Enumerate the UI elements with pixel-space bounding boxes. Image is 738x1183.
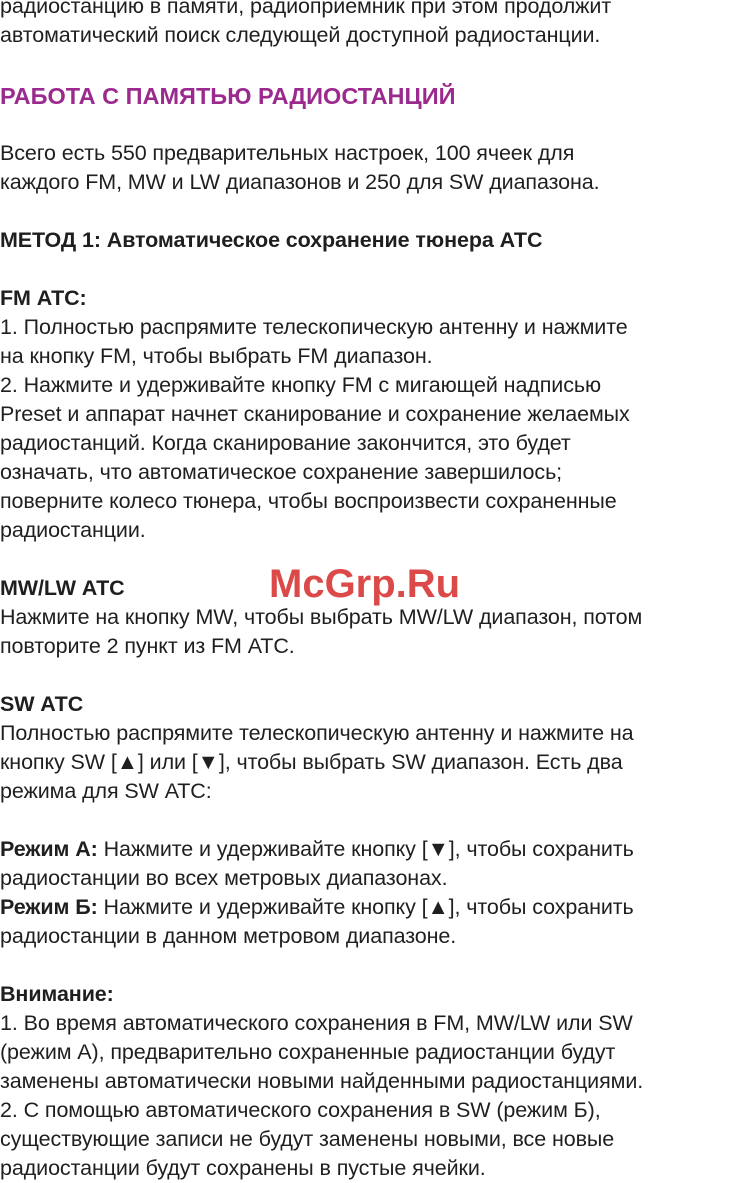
attention-line: существующие записи не будут заменены новыми, все новые: [0, 1127, 615, 1151]
fm-atc-line: на кнопку FM, чтобы выбрать FM диапазон.: [0, 344, 433, 368]
mode-b-line: [0, 893, 738, 922]
spacer: [0, 255, 738, 284]
spacer: [0, 951, 738, 980]
spacer: [0, 113, 738, 139]
attention-line: 1. Во время автоматического сохранения в FM, MW/LW или SW: [0, 1011, 633, 1035]
mwlw-atc-line: повторите 2 пункт из FM АТС.: [0, 634, 295, 658]
attention-heading: Внимание:: [0, 982, 114, 1006]
mwlw-atc-heading: MW/LW АТС: [0, 576, 125, 600]
mode-a-line: [0, 835, 738, 864]
sw-atc-line: режима для SW АТС:: [0, 779, 212, 803]
mode-a-line: радиостанции во всех метровых диапазонах.: [0, 866, 448, 890]
mode-a-label: Режим А:: [0, 837, 98, 861]
summary-line: Всего есть 550 предварительных настроек, 100 ячеек для: [0, 141, 575, 165]
watermark: McGrp.Ru: [269, 562, 461, 606]
method-heading: МЕТОД 1: Автоматическое сохранение тюнера АТС: [0, 228, 543, 252]
sw-atc-line: Полностью распрямите телескопическую антенну и нажмите на: [0, 721, 634, 745]
sw-atc-line: кнопку SW [▲] или [▼], чтобы выбрать SW диапазон. Есть два: [0, 750, 623, 774]
fm-atc-line: радиостанции.: [0, 518, 146, 542]
mode-b-line: радиостанции в данном метровом диапазоне.: [0, 924, 457, 948]
mode-a-text: Нажмите и удерживайте кнопку [▼], чтобы сохранить: [97, 837, 634, 861]
intro-line: автоматический поиск следующей доступной радиостанции.: [0, 23, 601, 47]
mode-b-label: Режим Б:: [0, 895, 98, 919]
fm-atc-line: радиостанций. Когда сканирование закончится, это будет: [0, 431, 571, 455]
spacer: [0, 806, 738, 835]
fm-atc-line: 2. Нажмите и удерживайте кнопку FM с мигающей надписью: [0, 373, 601, 397]
intro-line: радиостанцию в памяти, радиоприемник при этом продолжит: [0, 0, 612, 18]
summary-line: каждого FM, MW и LW диапазонов и 250 для SW диапазона.: [0, 170, 600, 194]
spacer: [0, 197, 738, 226]
mode-b-text: Нажмите и удерживайте кнопку [▲], чтобы сохранить: [97, 895, 634, 919]
attention-line: (режим А), предварительно сохраненные радиостанции будут: [0, 1040, 616, 1064]
spacer: [0, 661, 738, 690]
sw-atc-heading: SW АТС: [0, 692, 84, 716]
attention-line: 2. С помощью автоматического сохранения в SW (режим Б),: [0, 1098, 601, 1122]
attention-line: заменены автоматически новыми найденными радиостанциями.: [0, 1069, 644, 1093]
fm-atc-line: Preset и аппарат начнет сканирование и сохранение желаемых: [0, 402, 630, 426]
spacer: [0, 50, 738, 79]
section-title: РАБОТА С ПАМЯТЬЮ РАДИОСТАНЦИЙ: [0, 83, 456, 109]
fm-atc-line: означать, что автоматическое сохранение завершилось;: [0, 460, 563, 484]
fm-atc-line: поверните колесо тюнера, чтобы воспроизвести сохраненные: [0, 489, 617, 513]
fm-atc-heading: FM АТС:: [0, 286, 87, 310]
fm-atc-line: 1. Полностью распрямите телескопическую антенну и нажмите: [0, 315, 628, 339]
mwlw-atc-line: Нажмите на кнопку MW, чтобы выбрать MW/LW диапазон, потом: [0, 605, 643, 629]
attention-line: радиостанции будут сохранены в пустые ячейки.: [0, 1156, 486, 1180]
